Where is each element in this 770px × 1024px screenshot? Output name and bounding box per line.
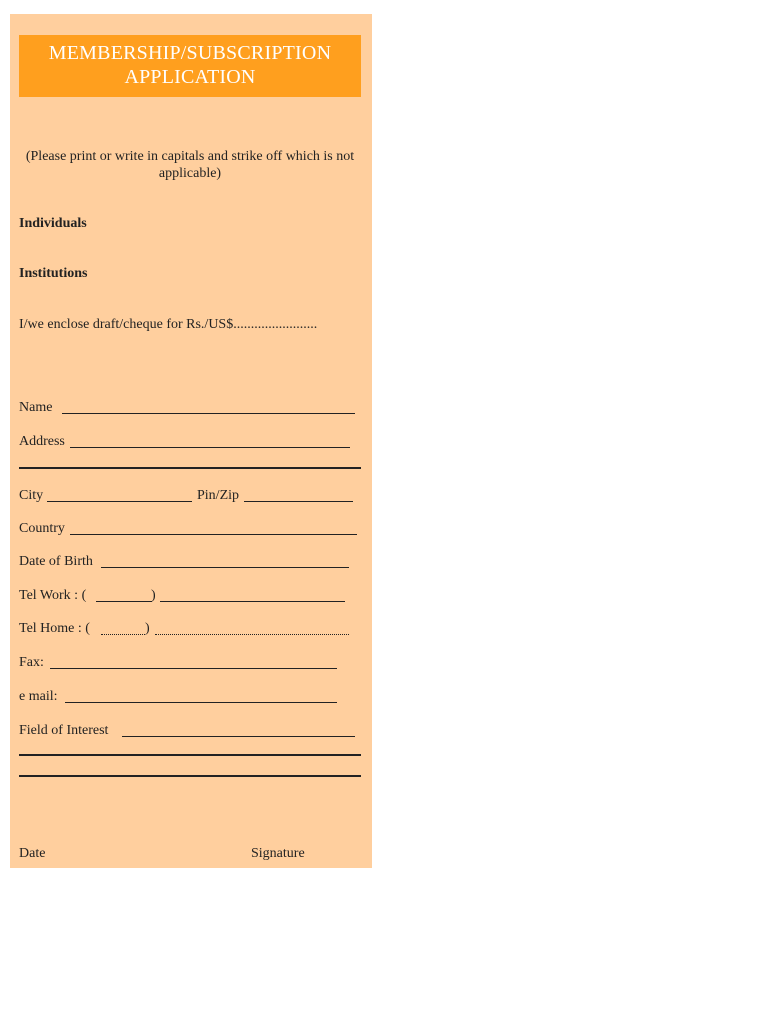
date-of-birth-field[interactable] bbox=[101, 567, 349, 568]
application-form bbox=[10, 14, 372, 868]
fax-field[interactable] bbox=[50, 668, 337, 669]
form-title-line-1: MEMBERSHIP/SUBSCRIPTION bbox=[48, 42, 332, 64]
tel-work-label: Tel Work : ( bbox=[19, 588, 87, 603]
individuals-option[interactable]: Individuals bbox=[19, 216, 87, 231]
name-field[interactable] bbox=[62, 413, 355, 414]
pin-zip-field[interactable] bbox=[244, 501, 353, 502]
form-title-line-2: APPLICATION bbox=[124, 66, 256, 88]
field-of-interest-label: Field of Interest bbox=[19, 723, 109, 738]
instructions-text: (Please print or write in capitals and strike off which is not applicable) bbox=[25, 149, 355, 181]
tel-home-number-field[interactable] bbox=[155, 634, 349, 635]
field-of-interest-line-3[interactable] bbox=[19, 775, 361, 777]
signature-label: Signature bbox=[251, 846, 305, 861]
date-of-birth-label: Date of Birth bbox=[19, 554, 93, 569]
tel-work-paren-close: ) bbox=[151, 588, 156, 603]
address-continuation-line[interactable] bbox=[19, 467, 361, 469]
tel-work-area-code-field[interactable] bbox=[96, 601, 152, 602]
field-of-interest-field[interactable] bbox=[122, 736, 355, 737]
tel-home-paren-close: ) bbox=[145, 621, 150, 636]
country-field[interactable] bbox=[70, 534, 357, 535]
city-label: City bbox=[19, 488, 44, 503]
name-label: Name bbox=[19, 400, 53, 415]
tel-home-label: Tel Home : ( bbox=[19, 621, 90, 636]
payment-label: I/we enclose draft/cheque for Rs./US$........................ bbox=[19, 317, 318, 332]
field-of-interest-line-2[interactable] bbox=[19, 754, 361, 756]
form-title bbox=[19, 35, 361, 97]
address-label: Address bbox=[19, 434, 65, 449]
tel-work-number-field[interactable] bbox=[160, 601, 345, 602]
address-field[interactable] bbox=[70, 447, 350, 448]
tel-home-area-code-field[interactable] bbox=[101, 634, 145, 635]
fax-label: Fax: bbox=[19, 655, 44, 670]
pin-zip-label: Pin/Zip bbox=[197, 488, 240, 503]
date-label: Date bbox=[19, 846, 46, 861]
email-field[interactable] bbox=[65, 702, 337, 703]
city-field[interactable] bbox=[47, 501, 192, 502]
email-label: e mail: bbox=[19, 689, 58, 704]
institutions-option[interactable]: Institutions bbox=[19, 266, 88, 281]
country-label: Country bbox=[19, 521, 65, 536]
